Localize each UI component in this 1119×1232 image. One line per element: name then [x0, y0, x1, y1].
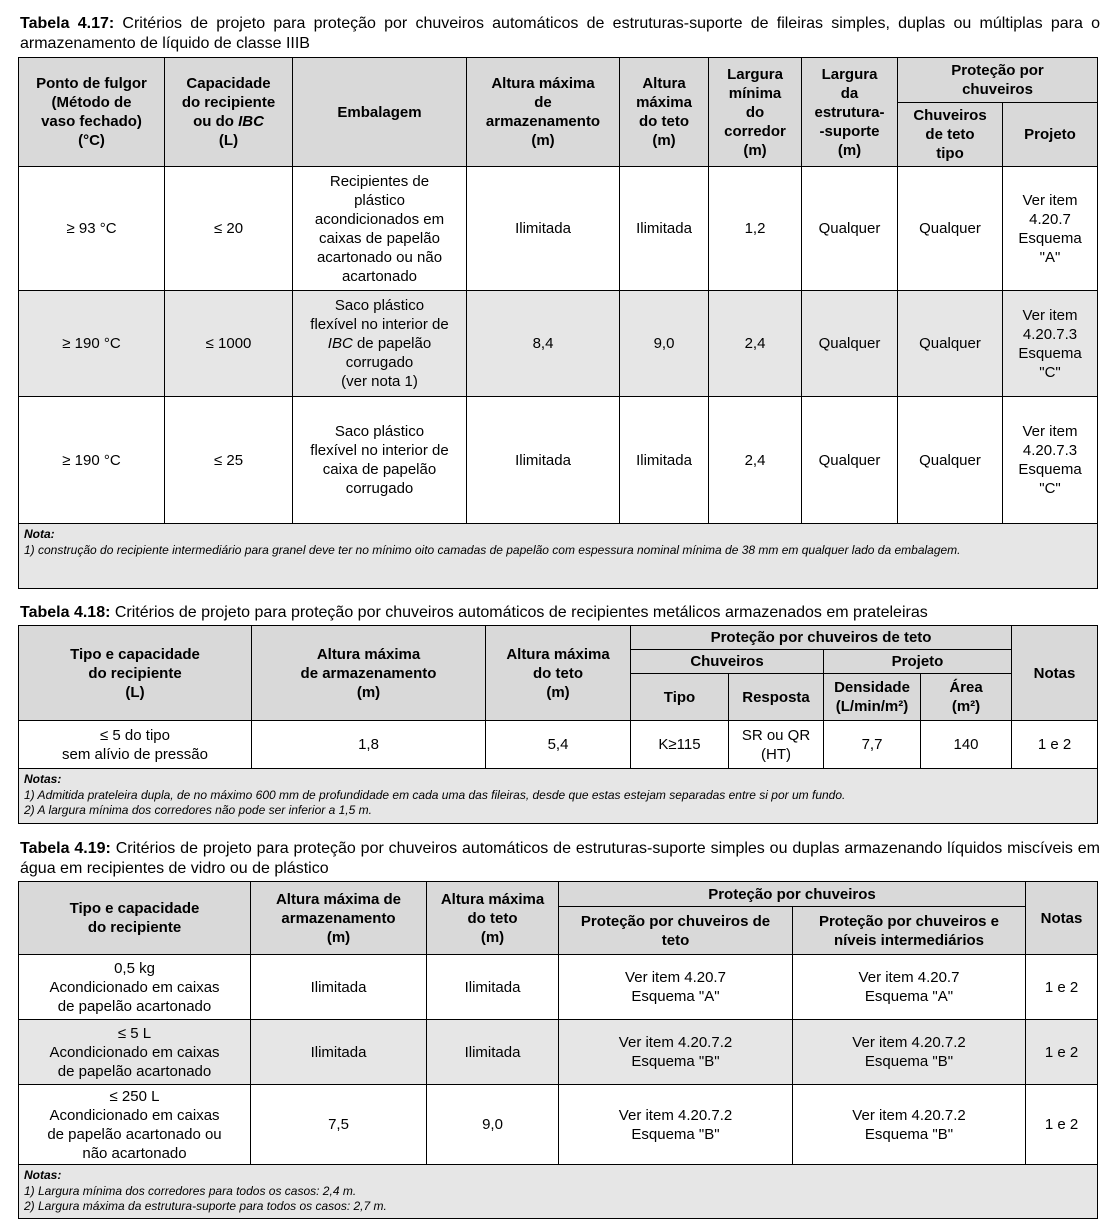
table-4-19: [18, 881, 1098, 1219]
cell-ponto: ≥ 93 °C: [19, 167, 165, 291]
cell-estrutura: Qualquer: [802, 291, 898, 397]
table-row: [19, 955, 1098, 1020]
header-largura-estrutura: Largura da estrutura- -suporte (m): [802, 58, 898, 167]
note-line: 1) Largura mínima dos corredores para todos os casos: 2,4 m.: [24, 1184, 357, 1198]
header-notas: Notas: [1012, 626, 1098, 721]
note-title: Nota:: [24, 527, 55, 541]
table-note: [19, 769, 1098, 824]
cell-altura-teto: 9,0: [427, 1085, 559, 1165]
cell-capacidade: ≤ 20: [165, 167, 293, 291]
cell-chuveiros-tipo: Qualquer: [898, 167, 1003, 291]
cell-ponto: ≥ 190 °C: [19, 291, 165, 397]
cell-altura-teto: Ilimitada: [620, 397, 709, 524]
cell-embalagem: Saco plástico flexível no interior de caixa de papelão corrugado: [293, 397, 467, 524]
cell-notas: 1 e 2: [1012, 721, 1098, 769]
cell-chuveiros-tipo: Qualquer: [898, 397, 1003, 524]
cell-estrutura: Qualquer: [802, 167, 898, 291]
cell-area: 140: [921, 721, 1012, 769]
note-line: 2) Largura máxima da estrutura-suporte para todos os casos: 2,7 m.: [24, 1199, 387, 1213]
header-ponto-fulgor: Ponto de fulgor (Método de vaso fechado) (°C): [19, 58, 165, 167]
header-altura-teto: Altura máxima do teto (m): [620, 58, 709, 167]
note-line: 2) A largura mínima dos corredores não pode ser inferior a 1,5 m.: [24, 803, 372, 817]
header-altura-teto: Altura máxima do teto (m): [427, 882, 559, 955]
cell-protecao-teto: Ver item 4.20.7.2 Esquema "B": [559, 1085, 793, 1165]
table-4-19-caption: [20, 839, 1100, 879]
cell-altura-teto: Ilimitada: [427, 955, 559, 1020]
header-altura-armazenamento: Altura máxima de armazenamento (m): [251, 882, 427, 955]
header-projeto: Projeto: [1003, 103, 1098, 167]
cell-corredor: 2,4: [709, 291, 802, 397]
header-protecao-niveis: Proteção por chuveiros e níveis intermediários: [793, 907, 1026, 955]
header-altura-armazenamento: Altura máxima de armazenamento (m): [252, 626, 486, 721]
cell-capacidade: ≤ 1000: [165, 291, 293, 397]
cell-altura-arm: Ilimitada: [251, 955, 427, 1020]
table-4-18: [18, 625, 1098, 824]
header-chuveiros: Chuveiros: [631, 650, 824, 674]
table-note: [19, 1165, 1098, 1219]
caption-text: Critérios de projeto para proteção por chuveiros automáticos de estruturas-suporte de fileiras simples, duplas ou múltiplas para o armazenamento de líquido de classe IIIB: [20, 15, 1101, 52]
cell-notas: 1 e 2: [1026, 1085, 1098, 1165]
caption-label: Tabela 4.17:: [20, 15, 115, 32]
cell-tipo-capacidade: 0,5 kg Acondicionado em caixas de papelão acartonado: [19, 955, 251, 1020]
cell-protecao-niveis: Ver item 4.20.7.2 Esquema "B": [793, 1020, 1026, 1085]
caption-text: Critérios de projeto para proteção por chuveiros automáticos de estruturas-suporte simples ou duplas armazenando líquidos miscíveis em água em recipientes de vidro ou de plástico: [20, 840, 1100, 877]
cell-altura-teto: Ilimitada: [620, 167, 709, 291]
cell-altura-teto: Ilimitada: [427, 1020, 559, 1085]
caption-label: Tabela 4.19:: [20, 840, 111, 857]
cell-altura-arm: Ilimitada: [251, 1020, 427, 1085]
cell-tipo-capacidade: ≤ 250 L Acondicionado em caixas de papelão acartonado ou não acartonado: [19, 1085, 251, 1165]
cell-projeto: Ver item 4.20.7 Esquema "A": [1003, 167, 1098, 291]
cell-protecao-teto: Ver item 4.20.7.2 Esquema "B": [559, 1020, 793, 1085]
table-4-18-caption: [20, 603, 1100, 623]
cell-tipo-capacidade: ≤ 5 do tipo sem alívio de pressão: [19, 721, 252, 769]
header-largura-corredor: Largura mínima do corredor (m): [709, 58, 802, 167]
table-row: [19, 1020, 1098, 1085]
header-resposta: Resposta: [729, 674, 824, 721]
header-altura-armazenamento: Altura máxima de armazenamento (m): [467, 58, 620, 167]
cell-altura-teto: 9,0: [620, 291, 709, 397]
cell-protecao-niveis: Ver item 4.20.7.2 Esquema "B": [793, 1085, 1026, 1165]
cell-ponto: ≥ 190 °C: [19, 397, 165, 524]
header-protecao-teto: Proteção por chuveiros de teto: [559, 907, 793, 955]
cell-embalagem: Saco plástico flexível no interior de IBC de papelão corrugado (ver nota 1): [293, 291, 467, 397]
header-embalagem: Embalagem: [293, 58, 467, 167]
header-protecao-chuveiros: Proteção por chuveiros: [898, 58, 1098, 103]
cell-altura-teto: 5,4: [486, 721, 631, 769]
header-protecao-chuveiros: Proteção por chuveiros: [559, 882, 1026, 907]
note-line: 1) Admitida prateleira dupla, de no máximo 600 mm de profundidade em cada uma das fileiras, desde que estas estejam separadas entre si por um fundo.: [24, 788, 846, 802]
cell-estrutura: Qualquer: [802, 397, 898, 524]
cell-altura-arm: 8,4: [467, 291, 620, 397]
note-title: Notas:: [24, 1168, 62, 1182]
table-row: [19, 1085, 1098, 1165]
table-row: [19, 167, 1098, 291]
header-tipo-capacidade: Tipo e capacidade do recipiente: [19, 882, 251, 955]
note-title: Notas:: [24, 772, 62, 786]
header-densidade: Densidade (L/min/m²): [824, 674, 921, 721]
table-4-17: [18, 57, 1098, 589]
cell-notas: 1 e 2: [1026, 955, 1098, 1020]
cell-chuveiros-tipo: Qualquer: [898, 291, 1003, 397]
note-line: 1) construção do recipiente intermediário para granel deve ter no mínimo oito camadas de papelão com espessura nominal mínima de 38 mm em qualquer lado da embalagem.: [24, 543, 961, 557]
header-chuveiros-tipo: Chuveiros de teto tipo: [898, 103, 1003, 167]
cell-altura-arm: 1,8: [252, 721, 486, 769]
table-row: [19, 721, 1098, 769]
header-protecao-chuveiros-teto: Proteção por chuveiros de teto: [631, 626, 1012, 650]
cell-notas: 1 e 2: [1026, 1020, 1098, 1085]
header-tipo: Tipo: [631, 674, 729, 721]
cell-protecao-niveis: Ver item 4.20.7 Esquema "A": [793, 955, 1026, 1020]
table-row: [19, 397, 1098, 524]
header-altura-teto: Altura máxima do teto (m): [486, 626, 631, 721]
header-projeto: Projeto: [824, 650, 1012, 674]
cell-altura-arm: 7,5: [251, 1085, 427, 1165]
cell-resposta: SR ou QR (HT): [729, 721, 824, 769]
cell-corredor: 1,2: [709, 167, 802, 291]
cell-densidade: 7,7: [824, 721, 921, 769]
cell-capacidade: ≤ 25: [165, 397, 293, 524]
cell-altura-arm: Ilimitada: [467, 167, 620, 291]
cell-altura-arm: Ilimitada: [467, 397, 620, 524]
cell-embalagem: Recipientes de plástico acondicionados em caixas de papelão acartonado ou não acartonado: [293, 167, 467, 291]
header-area: Área (m²): [921, 674, 1012, 721]
header-tipo-capacidade: Tipo e capacidade do recipiente (L): [19, 626, 252, 721]
cell-projeto: Ver item 4.20.7.3 Esquema "C": [1003, 397, 1098, 524]
caption-text: Critérios de projeto para proteção por chuveiros automáticos de recipientes metálicos armazenados em prateleiras: [110, 604, 928, 621]
table-note: [19, 524, 1098, 589]
cell-tipo: K≥115: [631, 721, 729, 769]
table-4-17-caption: [20, 14, 1100, 54]
cell-tipo-capacidade: ≤ 5 L Acondicionado em caixas de papelão acartonado: [19, 1020, 251, 1085]
cell-corredor: 2,4: [709, 397, 802, 524]
cell-projeto: Ver item 4.20.7.3 Esquema "C": [1003, 291, 1098, 397]
cell-protecao-teto: Ver item 4.20.7 Esquema "A": [559, 955, 793, 1020]
caption-label: Tabela 4.18:: [20, 604, 111, 621]
table-row: [19, 291, 1098, 397]
header-capacidade: Capacidade do recipiente ou do IBC (L): [165, 58, 293, 167]
header-notas: Notas: [1026, 882, 1098, 955]
